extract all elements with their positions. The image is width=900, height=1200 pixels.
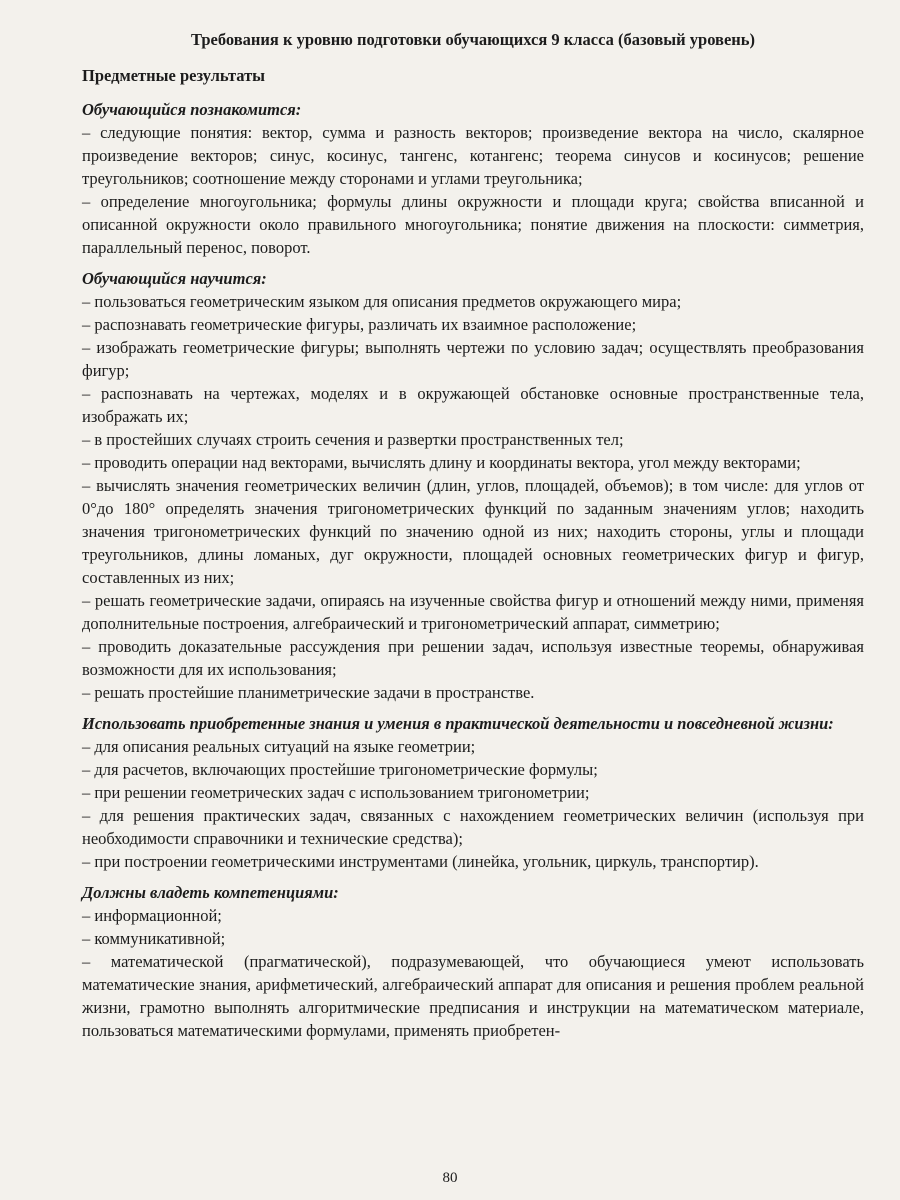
section-acquaint	[82, 98, 864, 259]
list-item: – изображать геометрические фигуры; выполнять чертежи по условию задач; осуществлять преобразования фигур;	[82, 338, 864, 380]
list-item: – пользоваться геометрическим языком для описания предметов окружающего мира;	[82, 292, 682, 311]
list-item: – вычислять значения геометрических величин (длин, углов, площадей, объемов); в том числе: для углов от 0°до 180° определять значения тригонометрических функций по заданным значениям углов; находить значения тригонометрических функций по значению одной из них; находить стороны, углы и площади треугольников, длины ломаных, дуг окружности, площадей основных геометрических фигур и фигур, составленных из них;	[82, 476, 864, 587]
list-item: – коммуникативной;	[82, 929, 226, 948]
page-number: 80	[442, 1170, 458, 1186]
list-item: – распознавать геометрические фигуры, различать их взаимное расположение;	[82, 315, 637, 334]
list-item: – распознавать на чертежах, моделях и в окружающей обстановке основные пространственные тела, изображать их;	[82, 384, 864, 426]
section-learn	[82, 267, 864, 704]
section-heading: Обучающийся научится:	[82, 269, 267, 288]
list-item: – решать простейшие планиметрические задачи в пространстве.	[82, 683, 535, 702]
list-item: – следующие понятия: вектор, сумма и разность векторов; произведение вектора на число, скалярное произведение векторов; синус, косинус, тангенс, котангенс; теорема синусов и косинусов; решение треугольников; соотношение между сторонами и углами треугольника;	[82, 123, 864, 188]
page-title: Требования к уровню подготовки обучающихся 9 класса (базовый уровень)	[190, 30, 756, 49]
section-practical	[82, 712, 864, 873]
section-heading: Использовать приобретенные знания и умения в практической деятельности и повседневной жизни:	[82, 714, 834, 733]
list-item: – при решении геометрических задач с использованием тригонометрии;	[82, 783, 590, 802]
section-competencies	[82, 881, 864, 1042]
list-item: – проводить доказательные рассуждения при решении задач, используя известные теоремы, обнаруживая возможности для их использования;	[82, 637, 864, 679]
list-item: – для описания реальных ситуаций на языке геометрии;	[82, 737, 476, 756]
section-heading: Обучающийся познакомится:	[82, 100, 302, 119]
list-item: – в простейших случаях строить сечения и развертки пространственных тел;	[82, 430, 624, 449]
list-item: – информационной;	[82, 906, 222, 925]
list-item: – решать геометрические задачи, опираясь на изученные свойства фигур и отношений между ними, применяя дополнительные построения, алгебраический и тригонометрический аппарат, симметрию;	[82, 591, 864, 633]
subtitle: Предметные результаты	[82, 66, 266, 85]
list-item: – при построении геометрическими инструментами (линейка, угольник, циркуль, транспортир).	[82, 852, 759, 871]
list-item: – для расчетов, включающих простейшие тригонометрические формулы;	[82, 760, 598, 779]
list-item: – проводить операции над векторами, вычислять длину и координаты вектора, угол между векторами;	[82, 453, 801, 472]
list-item: – определение многоугольника; формулы длины окружности и площади круга; свойства вписанной и описанной окружности около правильного многоугольника; понятие движения на плоскости: симметрия, параллельный перенос, поворот.	[82, 192, 864, 257]
list-item: – для решения практических задач, связанных с нахождением геометрических величин (используя при необходимости справочники и технические средства);	[82, 806, 864, 848]
section-heading: Должны владеть компетенциями:	[82, 883, 339, 902]
list-item: – математической (прагматической), подразумевающей, что обучающиеся умеют использовать математические знания, арифметический, алгебраический аппарат для описания и решения проблем реальной жизни, грамотно выполнять алгоритмические предписания и инструкции на математическом материале, пользоваться математическими формулами, применять приобретен-	[82, 952, 864, 1040]
